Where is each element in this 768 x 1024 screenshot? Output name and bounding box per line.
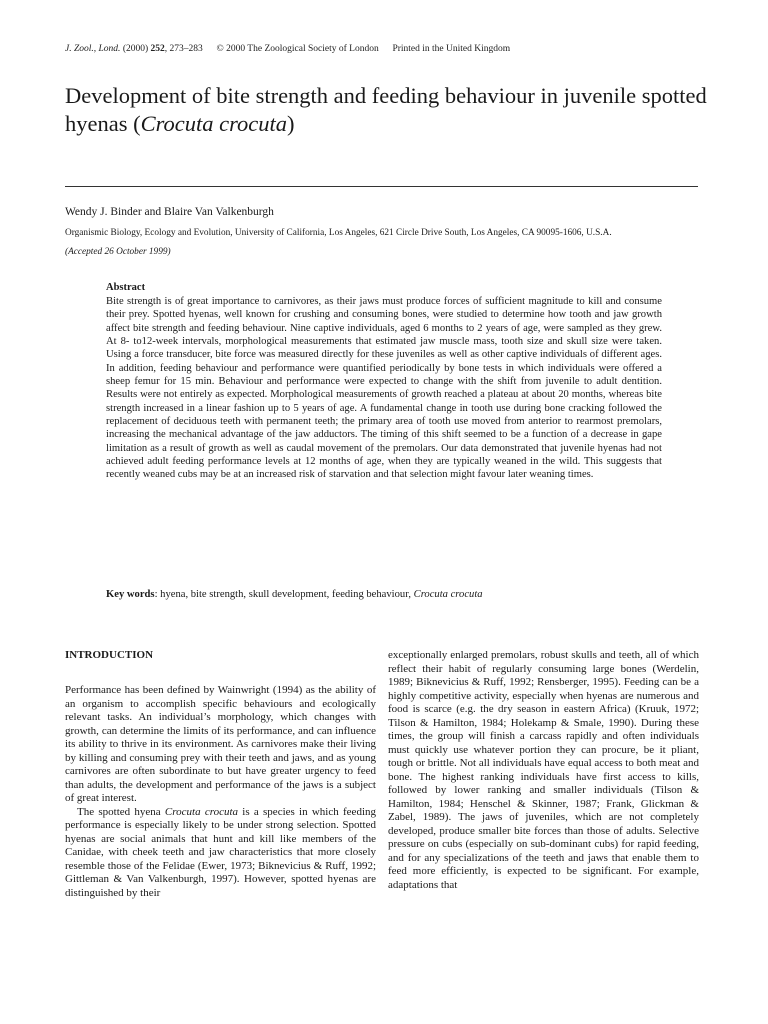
authors: Wendy J. Binder and Blaire Van Valkenburgh (65, 206, 274, 218)
journal-citation (65, 44, 510, 54)
journal-year: (2000) (122, 44, 149, 54)
keywords-label: Key words (106, 589, 155, 600)
intro-paragraph-2 (65, 806, 376, 901)
journal-name: J. Zool., Lond. (65, 44, 121, 54)
title-divider (65, 186, 698, 187)
title-species: Crocuta crocuta (140, 111, 288, 136)
journal-pages: , 273–283 (164, 44, 203, 54)
journal-volume: 252 (150, 44, 165, 54)
title-text: Development of bite strength and feeding behaviour in juvenile spotted hyenas ( (65, 83, 707, 136)
abstract-text: Bite strength is of great importance to carnivores, as their jaws must produce forces of sufficient magnitude to kill and consume their prey. Spotted hyenas, well known for crushing and consuming bones, were studied to determine how tooth and jaw growth affect bite strength and feeding behaviour. Nine captive individuals, aged 6 months to 2 years of age, were sampled as they grew. At 8- to12-week intervals, morphological measurements that estimated jaw muscle mass, tooth size and skull size were taken. Using a force transducer, bite force was measured directly for these juveniles as well as other captive individuals of different ages. In addition, feeding behaviour and performance were quantified periodically by bone tests in which individuals were offered a sheep femur for 15 min. Behaviour and performance were expected to change with the shift from juvenile to adult dentition. Results were not entirely as expected. Morphological measurements of growth reached a plateau at about 20 months, whereas bite strength increased in a linear fashion up to 5 years of age. A fundamental change in tooth use during bone cracking followed the replacement of deciduous teeth with permanent teeth; the primary area of tooth use moved from anterior to rearmost premolars, increasing the mechanical advantage of the jaw adductors. The timing of this shift seemed to be a function of a decrease in gape limitation as a result of growth as well as caudal movement of the premolars. Our data demonstrated that juvenile hyenas had not achieved adult feeding performance levels at 12 months of age, when they are typically weaned in the wild. This suggests that recently weaned cubs may be at an increased risk of starvation and that selection might favour later weaning times. (106, 296, 662, 481)
intro-right-text: exceptionally enlarged premolars, robust skulls and teeth, all of which reflect their habit of regularly consuming large bones (Werdelin, 1989; Biknevicius & Ruff, 1992; Rensberger, 1995). Feeding can be a highly competitive activity, especially when hyenas are numerous and food is scarce (e.g. the dry season in eastern Africa) (Kruuk, 1972; Tilson & Hamilton, 1984; Holekamp & Smale, 1990). During these times, the group will finish a carcass rapidly and often individuals must quickly use whatever portion they can procure, be it pliant, tough or brittle. Not all individuals have equal access to both meat and bone. The highest ranking individuals have first access to kills, followed by lower ranking and smaller individuals (Tilson & Hamilton, 1984; Henschel & Skinner, 1987; Frank, Glickman & Zabel, 1989). The jaws of juveniles, which are not completely developed, produce smaller bite forces than those of adults. Selective pressure on cubs (especially on sub-dominant cubs) for rapid feeding, and for any specializations of the teeth and jaws that enable them to feed more efficiently, is expected to be significant. For example, adaptations that (388, 649, 699, 891)
affiliation: Organismic Biology, Ecology and Evolution, University of California, Los Angeles, 621 Circle Drive South, Los Angeles, CA 90095-1606, U.S.A. (65, 228, 612, 238)
paper-title (65, 82, 715, 138)
abstract-heading: Abstract (106, 282, 146, 293)
keywords-species: Crocuta crocuta (413, 589, 483, 600)
intro-p2-start: The spotted hyena (77, 805, 165, 818)
keywords-text: : hyena, bite strength, skull development, feeding behaviour, (154, 589, 414, 600)
printed-notice: Printed in the United Kingdom (392, 44, 511, 54)
title-close: ) (287, 111, 295, 136)
intro-p2-rest: is a species in which feeding performance is especially likely to be under strong selection. Spotted hyenas are social animals that hunt and kill like members of the Canidae, with cheek teeth and jaw characteristics that more closely resemble those of the Felidae (Ewer, 1973; Biknevicius & Ruff, 1992; Gittleman & Van Valkenburgh, 1997). However, spotted hyenas are distinguished by their (65, 805, 376, 899)
right-column (388, 649, 699, 892)
left-column (65, 649, 376, 900)
introduction-heading: INTRODUCTION (65, 649, 154, 661)
intro-p2-species: Crocuta crocuta (164, 805, 239, 818)
copyright-notice: © 2000 The Zoological Society of London (216, 44, 379, 54)
keywords (106, 588, 666, 601)
accepted-date: (Accepted 26 October 1999) (65, 247, 171, 257)
intro-paragraph-1: Performance has been defined by Wainwright (1994) as the ability of an organism to accomplish specific behaviours and ecologically relevant tasks. An individual’s morphology, which changes with growth, can determine the limits of its performance, and can influence its ability to thrive in its environment. As carnivores make their living by killing and consuming prey with their teeth and jaws, and as young carnivores are often subordinate to but have greater urgency to feed than adults, the development and performance of the jaws is a subject of great interest. (65, 684, 376, 804)
